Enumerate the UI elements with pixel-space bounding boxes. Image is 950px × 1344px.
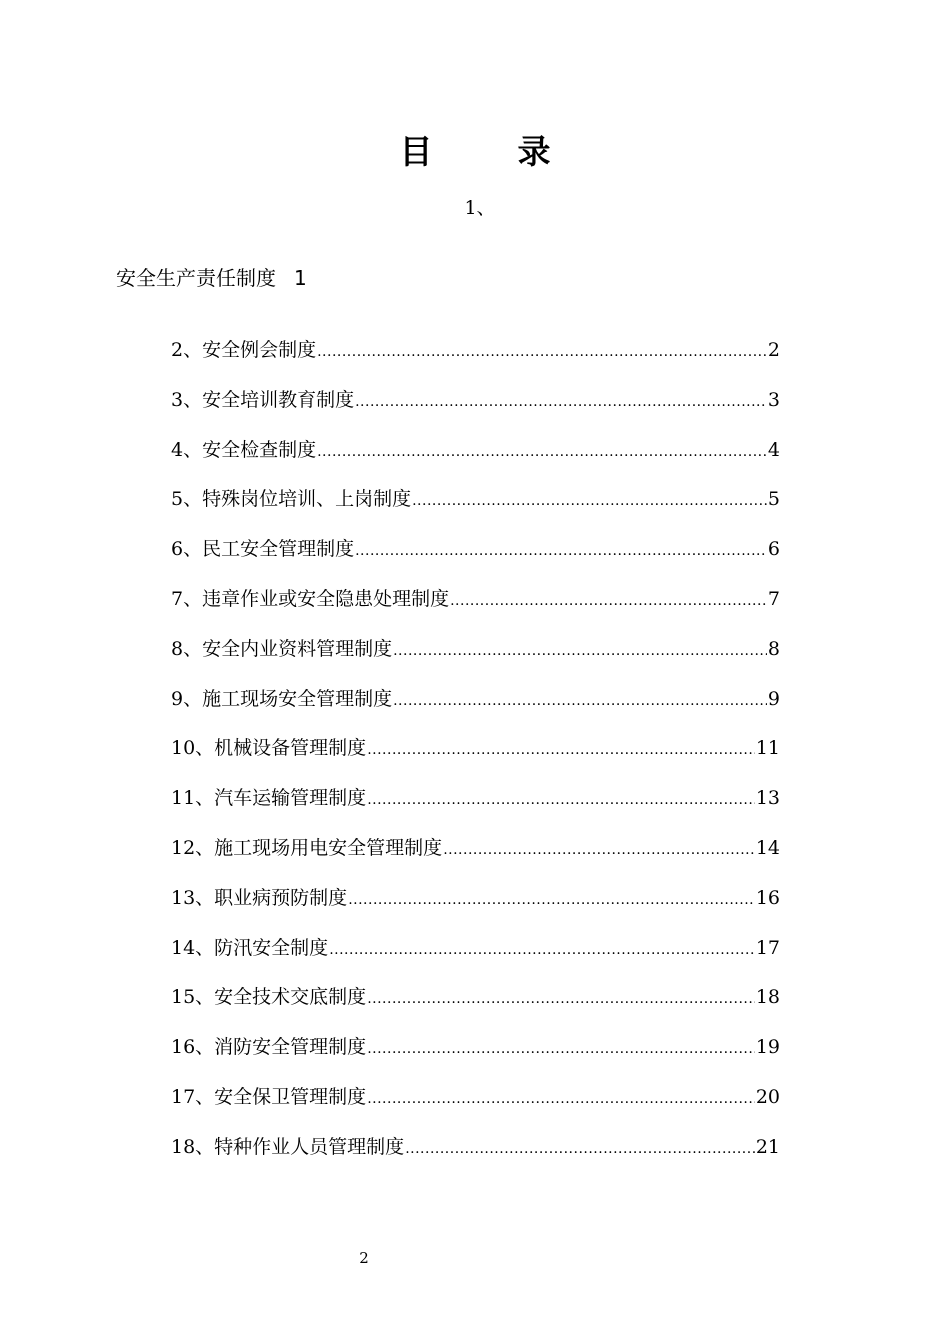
toc-entry-page: 8 [767, 637, 780, 660]
toc-entry [171, 1082, 780, 1132]
toc-entry [171, 634, 780, 684]
toc-entry-label: 4、安全检查制度 [171, 438, 317, 461]
dot-leader [412, 486, 767, 516]
toc-entry-label: 16、消防安全管理制度 [171, 1036, 367, 1059]
toc-entry-page: 3 [767, 388, 780, 411]
toc-entry-label: 14、防汛安全制度 [171, 936, 329, 959]
toc-entry-label: 安全生产责任制度 [116, 266, 276, 290]
toc-entry-label: 11、汽车运输管理制度 [171, 787, 367, 810]
dot-leader [348, 885, 755, 915]
dot-leader [355, 536, 767, 566]
toc-entry-label: 9、施工现场安全管理制度 [171, 687, 393, 710]
toc-list [171, 335, 780, 1182]
toc-entry-label: 15、安全技术交底制度 [171, 986, 367, 1009]
dot-leader [393, 636, 767, 666]
toc-entry-page: 1 [294, 266, 307, 290]
dot-leader [317, 337, 767, 367]
toc-entry-label: 18、特种作业人员管理制度 [171, 1135, 405, 1158]
dot-leader [367, 1034, 755, 1064]
toc-entry-page: 18 [755, 986, 780, 1009]
toc-entry-page: 11 [755, 737, 780, 760]
page-title: 目 录 [399, 132, 577, 171]
toc-entry [171, 684, 780, 734]
toc-entry-label: 17、安全保卫管理制度 [171, 1085, 367, 1108]
toc-entry [171, 1132, 780, 1182]
toc-entry [171, 534, 780, 584]
toc-entry-page: 14 [755, 836, 780, 859]
toc-entry-page: 7 [767, 587, 780, 610]
toc-entry [171, 484, 780, 534]
dot-leader [367, 984, 755, 1014]
toc-entry [171, 385, 780, 435]
toc-entry [171, 335, 780, 385]
dot-leader [329, 935, 755, 965]
dot-leader [393, 686, 767, 716]
toc-entry-page: 19 [755, 1036, 780, 1059]
toc-entry [171, 435, 780, 485]
toc-entry-page: 2 [767, 339, 780, 361]
toc-first-entry [116, 264, 307, 292]
toc-entry-page: 13 [755, 787, 780, 810]
toc-entry [171, 982, 780, 1032]
toc-entry-page: 20 [755, 1085, 780, 1108]
toc-entry-page: 21 [755, 1135, 780, 1158]
toc-entry-label: 2、安全例会制度 [171, 339, 317, 361]
toc-entry-page: 6 [767, 538, 780, 561]
toc-entry-page: 17 [755, 936, 780, 959]
toc-entry-label: 8、安全内业资料管理制度 [171, 637, 393, 660]
toc-entry-label: 7、违章作业或安全隐患处理制度 [171, 587, 450, 610]
dot-leader [367, 1084, 755, 1114]
toc-entry [171, 783, 780, 833]
page-number-footer: 2 [359, 1249, 369, 1267]
toc-entry-page: 5 [767, 488, 780, 511]
toc-entry-label: 10、机械设备管理制度 [171, 737, 367, 760]
toc-entry [171, 1032, 780, 1082]
toc-entry [171, 733, 780, 783]
toc-entry-page: 9 [767, 687, 780, 710]
toc-entry-label: 13、职业病预防制度 [171, 886, 348, 909]
dot-leader [450, 586, 767, 616]
toc-entry-page: 16 [755, 886, 780, 909]
dot-leader [355, 387, 767, 417]
dot-leader [367, 785, 755, 815]
toc-entry [171, 833, 780, 883]
toc-entry-label: 5、特殊岗位培训、上岗制度 [171, 488, 412, 511]
toc-entry-label: 6、民工安全管理制度 [171, 538, 355, 561]
dot-leader [317, 437, 767, 467]
dot-leader [443, 835, 755, 865]
toc-entry [171, 933, 780, 983]
toc-entry-label: 12、施工现场用电安全管理制度 [171, 836, 443, 859]
dot-leader [405, 1134, 755, 1164]
toc-entry [171, 584, 780, 634]
toc-entry-page: 4 [767, 438, 780, 461]
dot-leader [367, 735, 755, 765]
toc-entry [171, 883, 780, 933]
toc-first-number: 1、 [464, 197, 496, 219]
toc-entry-label: 3、安全培训教育制度 [171, 388, 355, 411]
